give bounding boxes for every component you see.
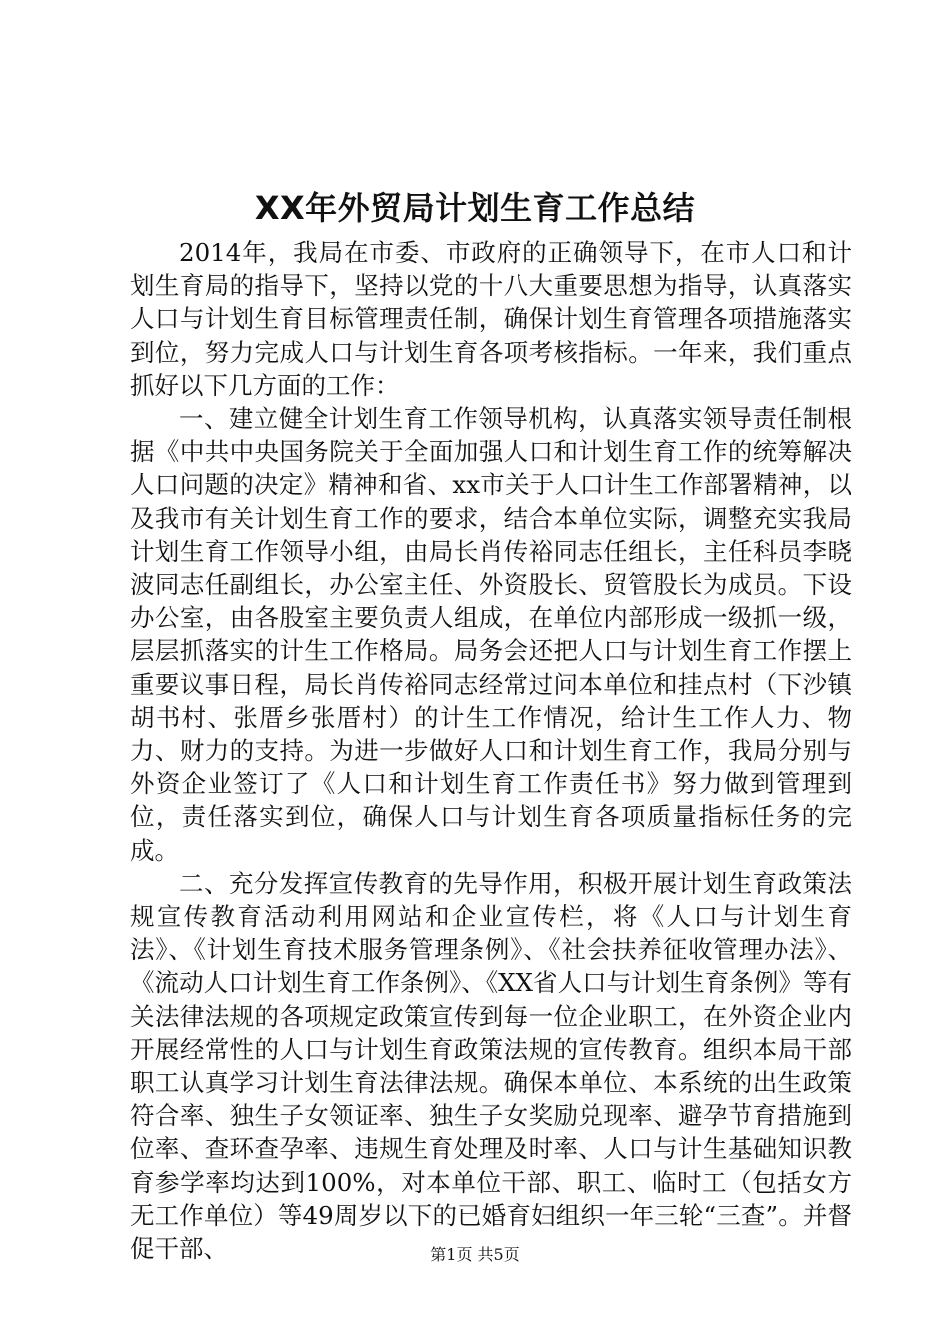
paragraph-section-2: 二、充分发挥宣传教育的先导作用，积极开展计划生育政策法规宣传教育活动利用网站和企业宣传栏，将《人口与计划生育法》、《计划生育技术服务管理条例》、《社会扶养征收管理办法》、《流动人口计划生育工作条例》、《XX省人口与计划生育条例》等有关法律法规的各项规定政策宣传到每一位企业职工，在外资企业内开展经常性的人口与计划生育政策法规的宣传教育。组织本局干部职工认真学习计划生育法律法规。确保本单位、本系统的出生政策符合率、独生子女领证率、独生子女奖励兑现率、避孕节育措施到位率、查环查孕率、违规生育处理及时率、人口与计生基础知识教育参学率均达到100%，对本单位干部、职工、临时工（包括女方无工作单位）等49周岁以下的已婚育妇组织一年三轮“三查”。并督促干部、 [130, 868, 852, 1264]
document-body [130, 236, 852, 1265]
paragraph-intro: 2014年，我局在市委、市政府的正确领导下，在市人口和计划生育局的指导下，坚持以党的十八大重要思想为指导，认真落实人口与计划生育目标管理责任制，确保计划生育管理各项措施落实到位，努力完成人口与计划生育各项考核指标。一年来，我们重点抓好以下几方面的工作： [130, 238, 852, 400]
paragraph-section-1: 一、建立健全计划生育工作领导机构，认真落实领导责任制根据《中共中央国务院关于全面加强人口和计划生育工作的统筹解决人口问题的决定》精神和省、xx市关于人口计生工作部署精神，以及我市有关计划生育工作的要求，结合本单位实际，调整充实我局计划生育工作领导小组，由局长肖传裕同志任组长，主任科员李晓波同志任副组长，办公室主任、外资股长、贸管股长为成员。下设办公室，由各股室主要负责人组成，在单位内部形成一级抓一级，层层抓落实的计生工作格局。局务会还把人口与计划生育工作摆上重要议事日程，局长肖传裕同志经常过问本单位和挂点村（下沙镇胡书村、张厝乡张厝村）的计生工作情况，给计生工作人力、物力、财力的支持。为进一步做好人口和计划生育工作，我局分别与外资企业签订了《人口和计划生育工作责任书》努力做到管理到位，责任落实到位，确保人口与计划生育各项质量指标任务的完成。 [130, 404, 852, 865]
page-number-footer: 第1页 共5页 [430, 1245, 520, 1264]
document-title: XX年外贸局计划生育工作总结 [254, 189, 696, 227]
